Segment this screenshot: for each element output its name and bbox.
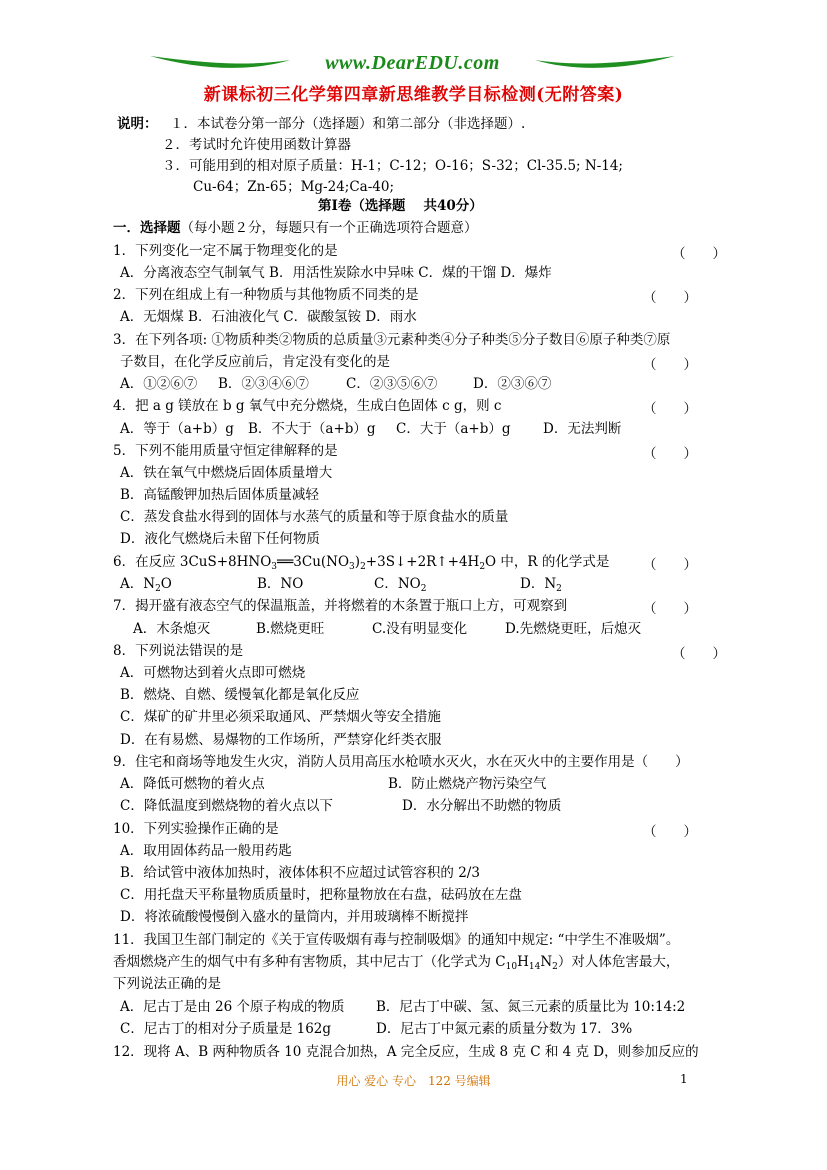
question-1: 1．下列变化一定不属于物理变化的是: [113, 243, 338, 259]
option: A．等于（a+b）g: [120, 421, 234, 437]
option: B．不大于（a+b）g: [248, 421, 376, 437]
answer-paren: （ ）: [643, 446, 697, 462]
section-title: 一．选择题: [113, 220, 181, 236]
part-heading: 第Ⅰ卷（选择题 共40分）: [318, 198, 483, 214]
option: A．$N_2O$: [120, 576, 172, 594]
option: A．可燃物达到着火点即可燃烧: [120, 665, 306, 681]
instructions-label: 说明：: [117, 116, 158, 132]
question-8: 8．下列说法错误的是: [113, 643, 244, 659]
section-note: （每小题２分，每题只有一个正确选项符合题意）: [180, 220, 478, 236]
question-5: 5．下列不能用质量守恒定律解释的是: [113, 443, 338, 459]
option: A．①②⑥⑦: [120, 376, 198, 392]
option: D．将浓硫酸慢慢倒入盛水的量筒内，并用玻璃棒不断搅拌: [120, 909, 469, 925]
question-4: 4．把 a g 镁放在 b g 氧气中充分燃烧，生成白色固体 c g，则 c: [113, 398, 502, 414]
question-2-options: A．无烟煤 B．石油液化气 C．碳酸氢铵 D．雨水: [120, 309, 417, 325]
option: B．高锰酸钾加热后固体质量减轻: [120, 487, 319, 503]
answer-paren: （ ）: [672, 646, 726, 662]
question-1-options: A．分离液态空气制氧气 B．用活性炭除水中异味 C．煤的干馏 D．爆炸: [120, 265, 552, 281]
instruction-item: ３．可能用到的相对原子质量：H-1；C-12；O-16；S-32；Cl-35.5; N-14;: [162, 158, 623, 174]
option: C.没有明显变化: [372, 621, 468, 637]
option: C．蒸发食盐水得到的固体与水蒸气的质量和等于原食盐水的质量: [120, 509, 509, 525]
footer-text: 用心 爱心 专心 122 号编辑: [336, 1074, 491, 1088]
option: C．用托盘天平称量物质质量时，把称量物放在右盘，砝码放在左盘: [120, 887, 522, 903]
question-10: 10．下列实验操作正确的是: [113, 821, 279, 837]
option: C．降低温度到燃烧物的着火点以下: [120, 798, 333, 814]
instruction-item: Cu-64；Zn-65；Mg-24;Ca-40;: [193, 179, 394, 195]
option: C．$NO_2$: [374, 576, 427, 594]
option: D．液化气燃烧后未留下任何物质: [120, 531, 320, 547]
section-heading: [113, 219, 478, 237]
question-11-cont: 香烟燃烧产生的烟气中有多种有害物质，其中尼古丁（化学式为 $C_{10}H_{14}N_2$）对人体危害最大，: [113, 954, 680, 972]
question-3: 3．在下列各项: ①物质种类②物质的总质量③元素种类④分子种类⑤分子数目⑥原子种类⑦原: [113, 332, 671, 348]
answer-paren: （ ）: [672, 246, 726, 262]
answer-paren: （ ）: [643, 401, 697, 417]
option: A．尼古丁是由 26 个原子构成的物质: [120, 999, 345, 1015]
answer-paren: （ ）: [643, 357, 697, 373]
question-11: 11．我国卫生部门制定的《关于宣传吸烟有毒与控制吸烟》的通知中规定: “中学生不准吸烟”。: [113, 932, 680, 948]
option: B．给试管中液体加热时，液体体积不应超过试管容积的 2/3: [120, 865, 480, 881]
question-6: 6．在反应 $3CuS+8HNO_3══3Cu(NO_3)_2+3S↓+2R↑+4H_2O$ 中，R 的化学式是: [113, 554, 610, 572]
option: D．尼古丁中氮元素的质量分数为 17．3%: [376, 1021, 633, 1037]
question-9: 9．住宅和商场等地发生火灾，消防人员用高压水枪喷水灭火，水在灭火中的主要作用是（ ）: [113, 754, 689, 770]
option: A．铁在氧气中燃烧后固体质量增大: [120, 465, 333, 481]
answer-paren: （ ）: [643, 824, 697, 840]
question-12: 12．现将 A、B 两种物质各 10 克混合加热，A 完全反应，生成 8 克 C 和 4 克 D，则参加反应的: [113, 1044, 699, 1060]
option: C．煤矿的矿井里必须采取通风、严禁烟火等安全措施: [120, 709, 441, 725]
option: D．无法判断: [543, 421, 622, 437]
answer-paren: （ ）: [643, 601, 697, 617]
answer-paren: （ ）: [643, 557, 697, 573]
instruction-item: １．本试卷分第一部分（选择题）和第二部分（非选择题）.: [170, 116, 526, 132]
option: B．尼古丁中碳、氢、氮三元素的质量比为 10:14:2: [376, 999, 686, 1015]
option: B．防止燃烧产物污染空气: [388, 776, 547, 792]
option: B．②③④⑥⑦: [218, 376, 309, 392]
option: C．尼古丁的相对分子质量是 162g: [120, 1021, 332, 1037]
option: A．木条熄灭: [133, 621, 211, 637]
option: B．NO: [257, 576, 304, 592]
option: A．降低可燃物的着火点: [120, 776, 265, 792]
option: B.燃烧更旺: [256, 621, 325, 637]
question-2: 2．下列在组成上有一种物质与其他物质不同类的是: [113, 287, 419, 303]
option: D．$N_2$: [520, 576, 562, 594]
option: A．取用固体药品一般用药匙: [120, 843, 292, 859]
page-title: 新课标初三化学第四章新思维教学目标检测(无附答案): [203, 85, 624, 105]
question-3-cont: 子数目，在化学反应前后，肯定没有变化的是: [120, 354, 390, 370]
option: D．水分解出不助燃的物质: [402, 798, 562, 814]
option: D.先燃烧更旺，后熄灭: [505, 621, 642, 637]
option: D．②③⑥⑦: [473, 376, 552, 392]
site-url: www.DearEDU.com: [325, 52, 500, 74]
option: D．在有易燃、易爆物的工作场所，严禁穿化纤类衣服: [120, 732, 442, 748]
header-banner: [150, 50, 675, 78]
question-11-cont: 下列说法正确的是: [113, 976, 221, 992]
option: C．②③⑤⑥⑦: [346, 376, 438, 392]
option: C．大于（a+b）g: [396, 421, 511, 437]
option: B．燃烧、自燃、缓慢氧化都是氧化反应: [120, 687, 360, 703]
page-number: 1: [680, 1072, 688, 1086]
instruction-item: ２．考试时允许使用函数计算器: [162, 137, 351, 153]
question-7: 7．揭开盛有液态空气的保温瓶盖，并将燃着的木条置于瓶口上方，可观察到: [113, 598, 568, 614]
answer-paren: （ ）: [643, 290, 697, 306]
